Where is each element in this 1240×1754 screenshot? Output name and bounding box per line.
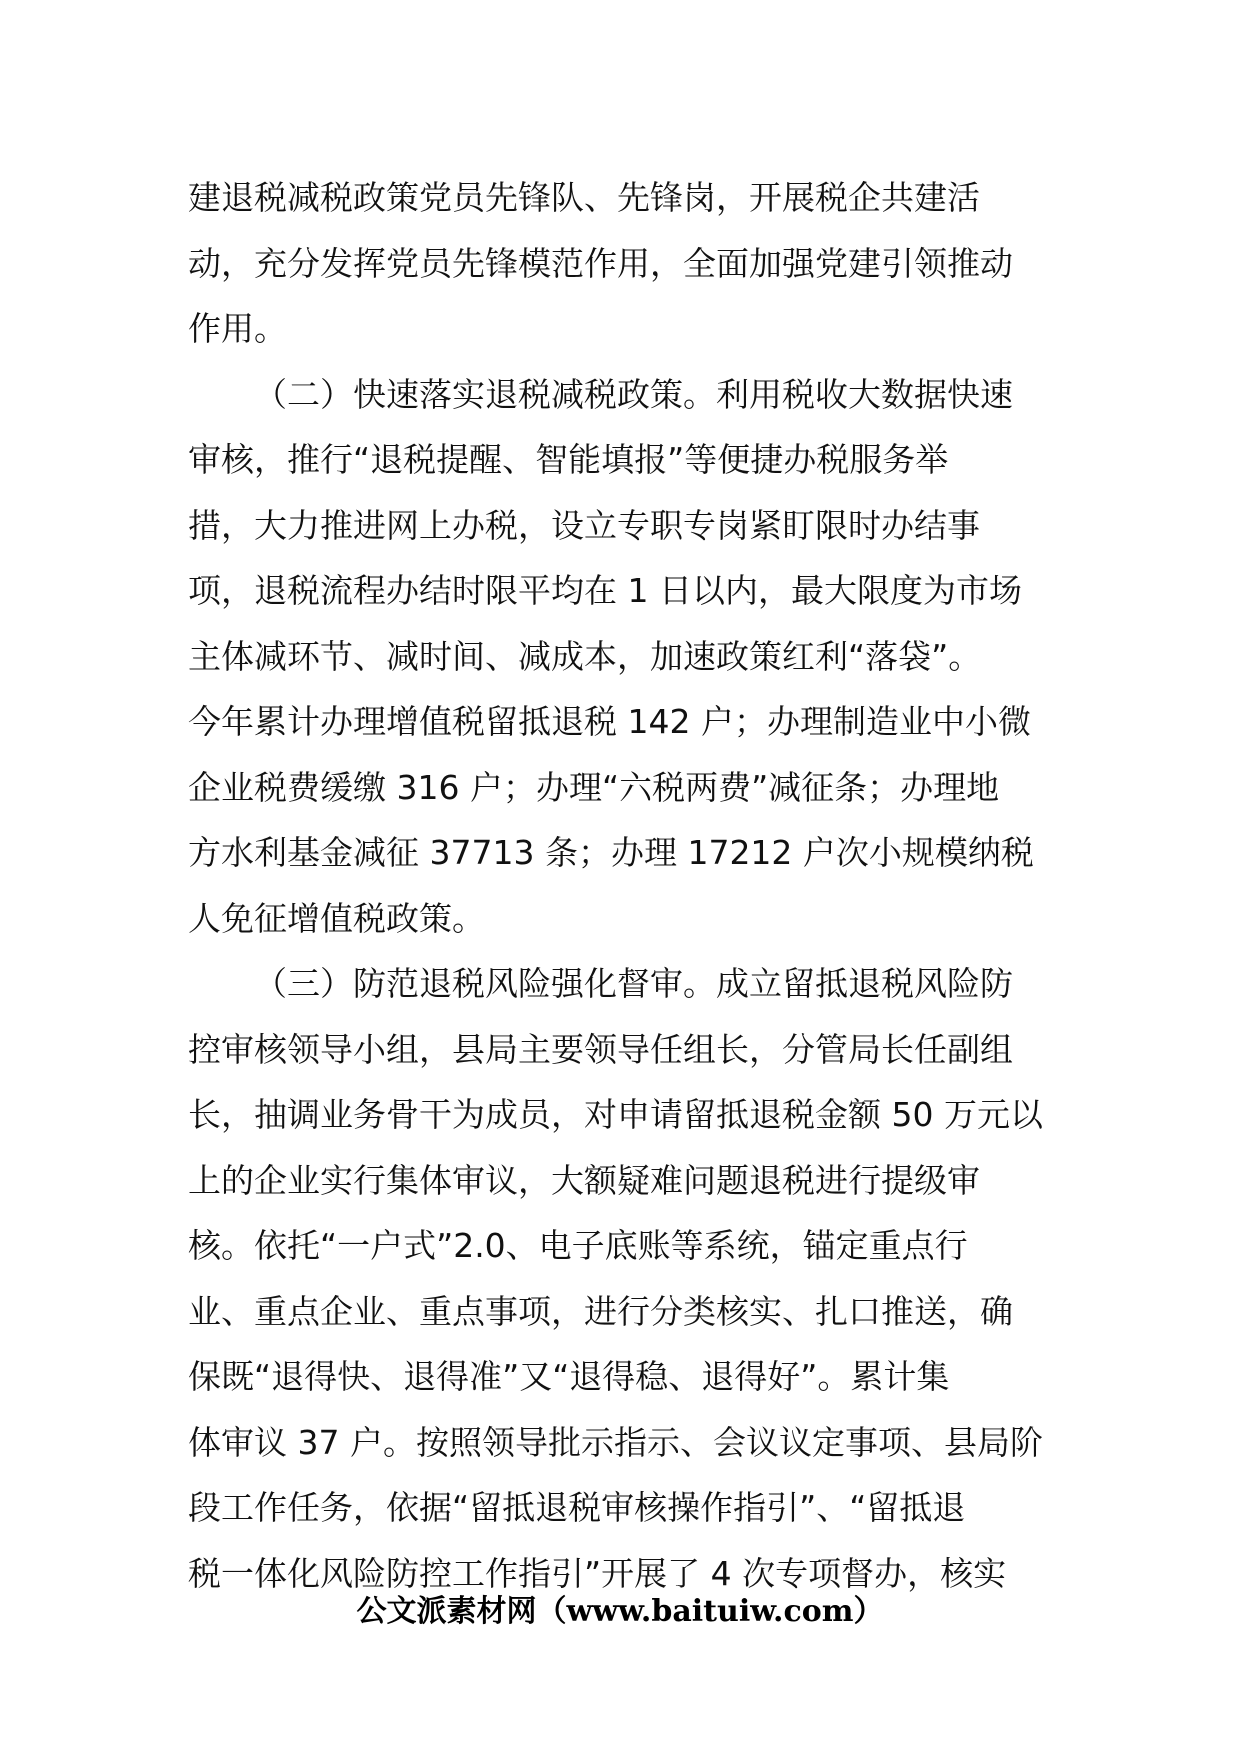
text-line: 企业税费缓缴 316 户；办理“六税两费”减征条；办理地	[188, 767, 1000, 807]
text-line: 人免征增值税政策。	[188, 898, 485, 938]
text-line: 方水利基金减征 37713 条；办理 17212 户次小规模纳税	[188, 833, 1034, 872]
text-line: 业、重点企业、重点事项，进行分类核实、扎口推送，确	[188, 1291, 1013, 1331]
text-line: 控审核领导小组，县局主要领导任组长，分管局长任副组	[188, 1029, 1013, 1069]
text-line: 建退税减税政策党员先锋队、先锋岗，开展税企共建活	[188, 178, 980, 217]
text-line: 措，大力推进网上办税，设立专职专岗紧盯限时办结事	[188, 505, 980, 545]
text-line: 段工作任务，依据“留抵退税审核操作指引”、“留抵退	[188, 1488, 966, 1527]
text-line: 核。依托“一户式”2.0、电子底账等系统，锚定重点行	[188, 1226, 968, 1265]
document-body	[188, 165, 1068, 1606]
text-line: 体审议 37 户。按照领导批示指示、会议议定事项、县局阶	[188, 1422, 1043, 1462]
text-line: 今年累计办理增值税留抵退税 142 户；办理制造业中小微	[188, 702, 1031, 741]
paragraph-first-line: （二）快速落实退税减税政策。利用税收大数据快速	[254, 374, 1013, 414]
text-line: 项，退税流程办结时限平均在 1 日以内，最大限度为市场	[188, 571, 1022, 610]
paragraph-first-line: （三）防范退税风险强化督审。成立留抵退税风险防	[254, 964, 1013, 1003]
text-line: 长，抽调业务骨干为成员，对申请留抵退税金额 50 万元以	[188, 1095, 1043, 1134]
footer-watermark: 公文派素材网（www.baituiw.com）	[356, 1594, 884, 1629]
text-line: 保既“退得快、退得准”又“退得稳、退得好”。累计集	[188, 1357, 950, 1396]
text-line: 动，充分发挥党员先锋模范作用，全面加强党建引领推动	[188, 243, 1013, 283]
text-line: 税一体化风险防控工作指引”开展了 4 次专项督办，核实	[188, 1553, 1007, 1593]
text-line: 主体减环节、减时间、减成本，加速政策红利“落袋”。	[188, 636, 982, 676]
text-line: 作用。	[188, 309, 287, 348]
text-line: 上的企业实行集体审议，大额疑难问题退税进行提级审	[188, 1160, 980, 1200]
text-line: 审核，推行“退税提醒、智能填报”等便捷办税服务举	[188, 440, 949, 479]
